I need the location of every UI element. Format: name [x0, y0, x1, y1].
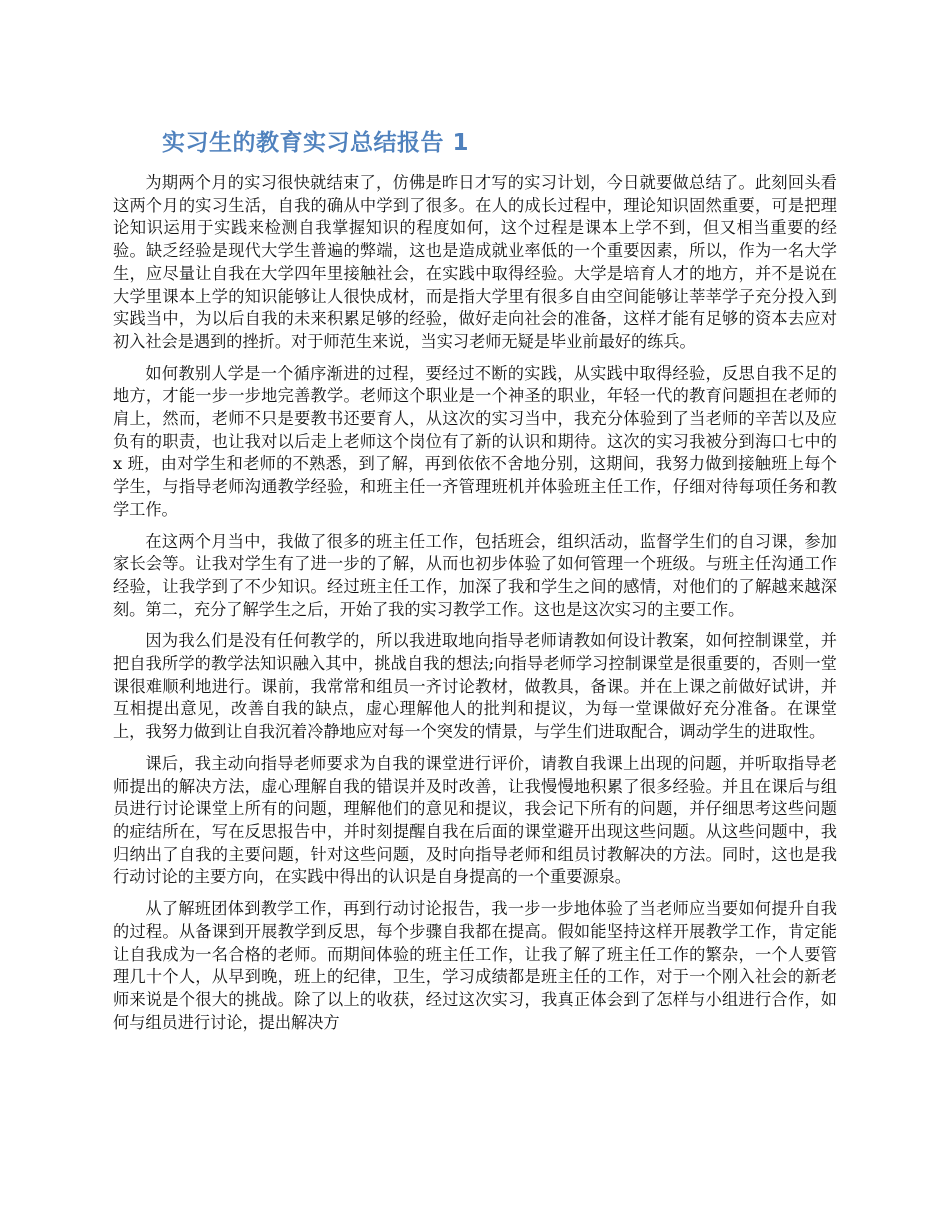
document-body	[113, 172, 837, 1043]
document-title: 实习生的教育实习总结报告 1	[162, 130, 470, 156]
paragraph: 从了解班团体到教学工作，再到行动讨论报告，我一步一步地体验了当老师应当要如何提升自我的过程。从备课到开展教学到反思，每个步骤自我都在提高。假如能坚持这样开展教学工作，肯定能让自我成为一名合格的老师。而期间体验的班主任工作，让我了解了班主任工作的繁杂，一个人要管理几十个人，从早到晚，班上的纪律，卫生，学习成绩都是班主任的工作，对于一个刚入社会的新老师来说是个很大的挑战。除了以上的收获，经过这次实习，我真正体会到了怎样与小组进行合作，如何与组员进行讨论，提出解决方	[113, 899, 837, 1032]
paragraph: 在这两个月当中，我做了很多的班主任工作，包括班会，组织活动，监督学生们的自习课，参加家长会等。让我对学生有了进一步的了解，从而也初步体验了如何管理一个班级。与班主任沟通工作经验，让我学到了不少知识。经过班主任工作，加深了我和学生之间的感情，对他们的了解越来越深刻。第二，充分了解学生之后，开始了我的实习教学工作。这也是这次实习的主要工作。	[113, 531, 837, 619]
paragraph: 如何教别人学是一个循序渐进的过程，要经过不断的实践，从实践中取得经验，反思自我不足的地方，才能一步一步地完善教学。老师这个职业是一个神圣的职业，年轻一代的教育问题担在老师的肩上，然而，老师不只是要教书还要育人，从这次的实习当中，我充分体验到了当老师的辛苦以及应负有的职责，也让我对以后走上老师这个岗位有了新的认识和期待。这次的实习我被分到海口七中的 x 班，由对学生和老师的不熟悉，到了解，再到依依不舍地分别，这期间，我努力做到接触班上每个学生，与指导老师沟通教学经验，和班主任一齐管理班机并体验班主任工作，仔细对待每项任务和教学工作。	[113, 363, 837, 519]
paragraph: 因为我么们是没有任何教学的，所以我进取地向指导老师请教如何设计教案，如何控制课堂，并把自我所学的教学法知识融入其中，挑战自我的想法;向指导老师学习控制课堂是很重要的，否则一堂课很难顺利地进行。课前，我常常和组员一齐讨论教材，做教具，备课。并在上课之前做好试讲，并互相提出意见，改善自我的缺点，虚心理解他人的批判和提议，为每一堂课做好充分准备。在课堂上，我努力做到让自我沉着冷静地应对每一个突发的情景，与学生们进取配合，调动学生的进取性。	[113, 631, 837, 742]
paragraph: 为期两个月的实习很快就结束了，仿佛是昨日才写的实习计划，今日就要做总结了。此刻回头看这两个月的实习生活，自我的确从中学到了很多。在人的成长过程中，理论知识固然重要，可是把理论知识运用于实践来检测自我掌握知识的程度如何，这个过程是课本上学不到，但又相当重要的经验。缺乏经验是现代大学生普遍的弊端，这也是造成就业率低的一个重要因素，所以，作为一名大学生，应尽量让自我在大学四年里接触社会，在实践中取得经验。大学是培育人才的地方，并不是说在大学里课本上学的知识能够让人很快成材，而是指大学里有很多自由空间能够让莘莘学子充分投入到实践当中，为以后自我的未来积累足够的经验，做好走向社会的准备，这样才能有足够的资本去应对初入社会是遇到的挫折。对于师范生来说，当实习老师无疑是毕业前最好的练兵。	[113, 173, 837, 351]
paragraph: 课后，我主动向指导老师要求为自我的课堂进行评价，请教自我课上出现的问题，并听取指导老师提出的解决方法，虚心理解自我的错误并及时改善，让我慢慢地积累了很多经验。并且在课后与组员进行讨论课堂上所有的问题，理解他们的意见和提议，我会记下所有的问题，并仔细思考这些问题的症结所在，写在反思报告中，并时刻提醒自我在后面的课堂避开出现这些问题。从这些问题中，我归纳出了自我的主要问题，针对这些问题，及时向指导老师和组员讨教解决的方法。同时，这也是我行动讨论的主要方向，在实践中得出的认识是自身提高的一个重要源泉。	[113, 753, 837, 887]
